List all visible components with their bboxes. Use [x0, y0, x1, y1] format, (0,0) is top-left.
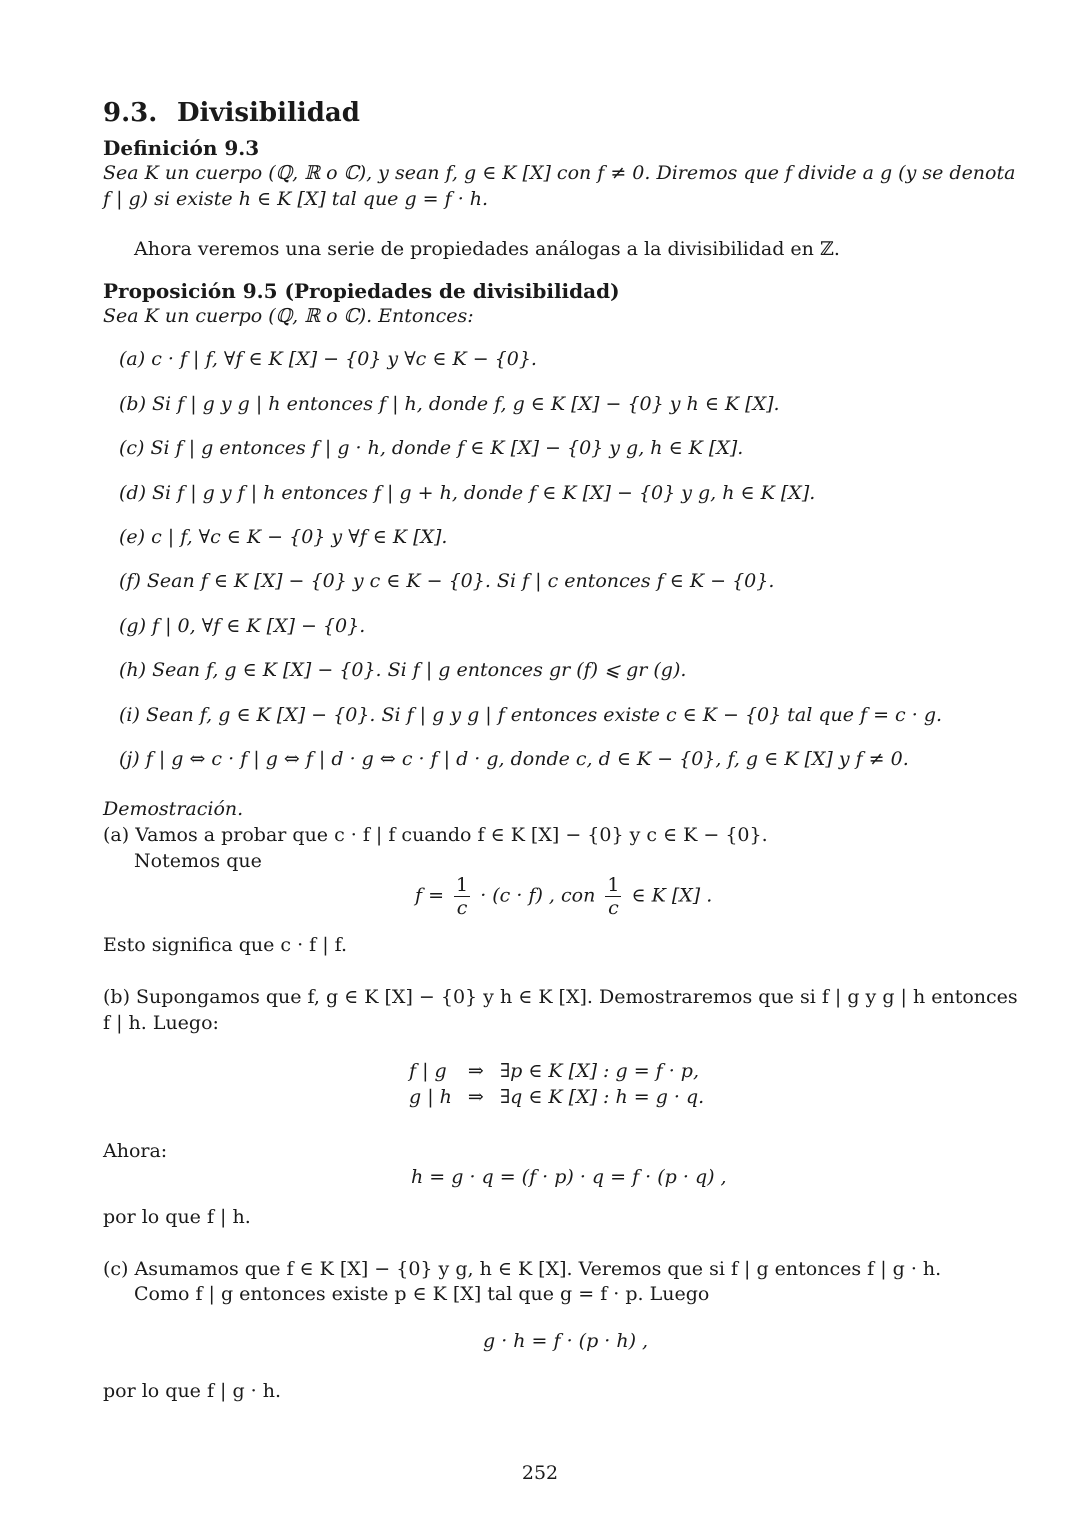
definition-line-2: f | g) si existe h ∈ K [X] tal que g = f · h. — [103, 188, 489, 210]
equation-middle: · (c · f) , con — [480, 884, 596, 907]
proof-title: Demostración. — [103, 798, 244, 820]
equation-lhs: f = — [415, 884, 444, 907]
fraction-one-over-c-2 — [605, 874, 621, 919]
proof-c-conclusion: por lo que f | g · h. — [103, 1380, 282, 1402]
section-number: 9.3. — [103, 98, 158, 128]
definition-title: Definición 9.3 — [103, 136, 260, 160]
implication-arrow: ⇒ — [467, 1086, 484, 1108]
proof-b-now: Ahora: — [103, 1140, 168, 1162]
proof-b-implications — [401, 1058, 712, 1110]
proposition-lead: Sea K un cuerpo (ℚ, ℝ o ℂ). Entonces: — [103, 305, 474, 327]
proof-a-line-1: (a) Vamos a probar que c · f | f cuando f ∈ K [X] − {0} y c ∈ K − {0}. — [103, 824, 768, 846]
page-number: 252 — [521, 1462, 559, 1484]
proof-c-line-1: (c) Asumamos que f ∈ K [X] − {0} y g, h ∈ K [X]. Veremos que si f | g entonces f | g · h. — [103, 1258, 942, 1280]
implication-right: ∃q ∈ K [X] : h = g · q. — [499, 1086, 705, 1108]
proof-b-line-2: f | h. Luego: — [103, 1012, 219, 1034]
proposition-item-a: (a) c · f | f, ∀f ∈ K [X] − {0} y ∀c ∈ K − {0}. — [119, 348, 537, 370]
proof-b-equation: h = g · q = (f · p) · q = f · (p · q) , — [411, 1166, 727, 1188]
proof-b-conclusion: por lo que f | h. — [103, 1206, 251, 1228]
implication-left: g | h — [409, 1086, 452, 1108]
fraction-numerator: 1 — [456, 874, 469, 896]
fraction-denominator: c — [456, 897, 468, 919]
implication-left: f | g — [409, 1060, 447, 1082]
section-heading — [103, 98, 360, 128]
proposition-item-e: (e) c | f, ∀c ∈ K − {0} y ∀f ∈ K [X]. — [119, 526, 448, 548]
proposition-item-h: (h) Sean f, g ∈ K [X] − {0}. Si f | g entonces gr (f) ⩽ gr (g). — [119, 659, 687, 681]
intro-paragraph: Ahora veremos una serie de propiedades análogas a la divisibilidad en ℤ. — [134, 238, 840, 260]
proof-b-line-1: (b) Supongamos que f, g ∈ K [X] − {0} y h ∈ K [X]. Demostraremos que si f | g y g | h entonces — [103, 986, 1018, 1008]
proposition-item-i: (i) Sean f, g ∈ K [X] − {0}. Si f | g y g | f entonces existe c ∈ K − {0} tal que f = c · g. — [119, 704, 943, 726]
proof-c-line-2: Como f | g entonces existe p ∈ K [X] tal que g = f · p. Luego — [134, 1283, 710, 1305]
proposition-title: Proposición 9.5 (Propiedades de divisibilidad) — [103, 279, 620, 303]
proof-a-line-2: Notemos que — [134, 850, 262, 872]
fraction-denominator-2: c — [608, 897, 619, 919]
implication-right: ∃p ∈ K [X] : g = f · p, — [499, 1060, 700, 1082]
proposition-item-c: (c) Si f | g entonces f | g · h, donde f ∈ K [X] − {0} y g, h ∈ K [X]. — [119, 437, 744, 459]
definition-line-1: Sea K un cuerpo (ℚ, ℝ o ℂ), y sean f, g ∈ K [X] con f ≠ 0. Diremos que f divide a g (y se denota — [103, 162, 1016, 184]
proposition-item-f: (f) Sean f ∈ K [X] − {0} y c ∈ K − {0}. Si f | c entonces f ∈ K − {0}. — [119, 570, 775, 592]
proof-a-conclusion: Esto significa que c · f | f. — [103, 934, 348, 956]
proposition-item-g: (g) f | 0, ∀f ∈ K [X] − {0}. — [119, 615, 366, 637]
proposition-item-d: (d) Si f | g y f | h entonces f | g + h, donde f ∈ K [X] − {0} y g, h ∈ K [X]. — [119, 482, 816, 504]
fraction-numerator-2: 1 — [607, 874, 620, 896]
implication-row — [401, 1084, 712, 1110]
proposition-item-b: (b) Si f | g y g | h entonces f | h, donde f, g ∈ K [X] − {0} y h ∈ K [X]. — [119, 393, 780, 415]
implication-arrow: ⇒ — [467, 1060, 484, 1082]
section-title: Divisibilidad — [177, 98, 360, 128]
proof-c-equation: g · h = f · (p · h) , — [483, 1330, 649, 1352]
proposition-item-j: (j) f | g ⇔ c · f | g ⇔ f | d · g ⇔ c · f | d · g, donde c, d ∈ K − {0}, f, g ∈ K [X] y f ≠ 0. — [119, 748, 909, 770]
proof-a-equation — [415, 874, 712, 919]
fraction-one-over-c — [454, 874, 470, 919]
implication-row — [401, 1058, 712, 1084]
equation-rhs: ∈ K [X] . — [631, 884, 713, 907]
